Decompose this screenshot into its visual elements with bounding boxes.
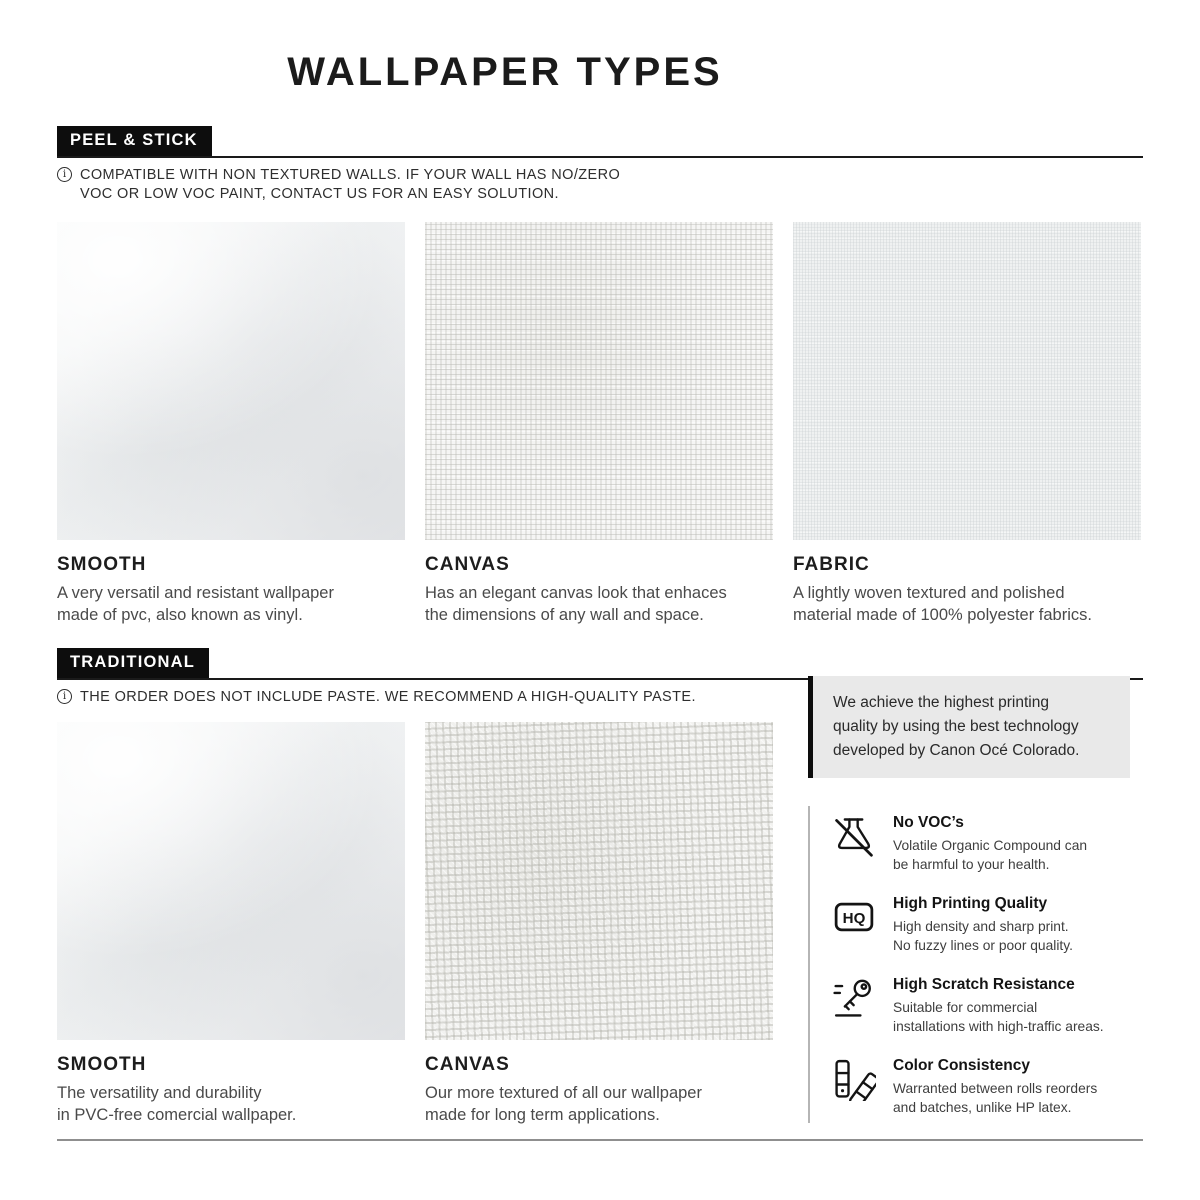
traditional-swatch-grid bbox=[57, 722, 773, 1127]
feature-title: Color Consistency bbox=[893, 1057, 1030, 1075]
feature-text bbox=[893, 895, 1073, 955]
feature-description bbox=[893, 998, 1104, 1036]
swatch-name: SMOOTH bbox=[57, 1054, 147, 1075]
desc-line: A very versatil and resistant wallpaper bbox=[57, 584, 334, 602]
swatch-description bbox=[57, 1083, 405, 1127]
swatch-description bbox=[425, 1083, 773, 1127]
peel-stick-swatch-grid bbox=[57, 222, 1143, 627]
peel-stick-note-text bbox=[80, 166, 620, 203]
swatch-name: SMOOTH bbox=[57, 554, 147, 575]
canvas-rough-texture-image bbox=[425, 722, 773, 1040]
desc-line: No fuzzy lines or poor quality. bbox=[893, 938, 1073, 954]
feature-color-consistency bbox=[832, 1057, 1130, 1117]
swatch-canvas-traditional bbox=[425, 722, 773, 1127]
bottom-divider bbox=[57, 1139, 1143, 1141]
note-line: COMPATIBLE WITH NON TEXTURED WALLS. IF YOUR WALL HAS NO/ZERO bbox=[80, 167, 621, 183]
desc-line: Volatile Organic Compound can bbox=[893, 838, 1088, 854]
note-line: THE ORDER DOES NOT INCLUDE PASTE. WE RECOMMEND A HIGH-QUALITY PASTE. bbox=[80, 689, 696, 705]
desc-line: the dimensions of any wall and space. bbox=[425, 605, 704, 624]
desc-line: and batches, unlike HP latex. bbox=[893, 1100, 1072, 1116]
info-icon: i bbox=[57, 689, 72, 704]
swatch-name: FABRIC bbox=[793, 554, 870, 575]
feature-no-vocs bbox=[832, 814, 1130, 874]
desc-line: made for long term applications. bbox=[425, 1105, 660, 1124]
swatch-name: CANVAS bbox=[425, 554, 510, 575]
section-label-peel-stick: PEEL & STICK bbox=[57, 126, 212, 156]
feature-description bbox=[893, 1079, 1097, 1117]
swatch-name: CANVAS bbox=[425, 1054, 510, 1075]
desc-line: A lightly woven textured and polished bbox=[793, 584, 1065, 602]
feature-title: High Printing Quality bbox=[893, 895, 1048, 913]
desc-line: in PVC-free comercial wallpaper. bbox=[57, 1105, 297, 1124]
section-rule-peel-stick bbox=[57, 126, 1143, 158]
desc-line: made of pvc, also known as vinyl. bbox=[57, 605, 303, 624]
swatch-smooth-traditional bbox=[57, 722, 405, 1127]
desc-line: Has an elegant canvas look that enhaces bbox=[425, 584, 727, 602]
swatch-canvas-peel bbox=[425, 222, 773, 627]
info-icon: i bbox=[57, 167, 72, 182]
quality-quote-box bbox=[808, 676, 1130, 778]
hq-badge-icon bbox=[832, 895, 876, 939]
feature-list bbox=[808, 806, 1130, 1123]
color-swatches-icon bbox=[832, 1057, 876, 1101]
traditional-note-text bbox=[80, 688, 696, 707]
quote-line: developed by Canon Océ Colorado. bbox=[833, 742, 1080, 760]
feature-high-scratch-resistance bbox=[832, 976, 1130, 1036]
swatch-description bbox=[793, 583, 1141, 627]
printing-quality-panel bbox=[808, 676, 1130, 1123]
smooth-texture-image bbox=[57, 722, 405, 1040]
desc-line: installations with high-traffic areas. bbox=[893, 1019, 1104, 1035]
feature-description bbox=[893, 917, 1073, 955]
feature-description bbox=[893, 836, 1087, 874]
desc-line: Suitable for commercial bbox=[893, 1000, 1038, 1016]
peel-stick-note bbox=[57, 166, 620, 203]
feature-title: No VOC’s bbox=[893, 814, 964, 832]
feature-high-printing-quality bbox=[832, 895, 1130, 955]
desc-line: The versatility and durability bbox=[57, 1084, 262, 1102]
desc-line: Our more textured of all our wallpaper bbox=[425, 1084, 702, 1102]
swatch-description bbox=[425, 583, 773, 627]
feature-title: High Scratch Resistance bbox=[893, 976, 1075, 994]
desc-line: Warranted between rolls reorders bbox=[893, 1081, 1098, 1097]
smooth-texture-image bbox=[57, 222, 405, 540]
desc-line: be harmful to your health. bbox=[893, 857, 1050, 873]
desc-line: High density and sharp print. bbox=[893, 919, 1069, 935]
fabric-texture-image bbox=[793, 222, 1141, 540]
canvas-texture-image bbox=[425, 222, 773, 540]
section-label-traditional: TRADITIONAL bbox=[57, 648, 209, 678]
quote-line: quality by using the best technology bbox=[833, 718, 1079, 736]
feature-text bbox=[893, 976, 1104, 1036]
section-rule-traditional bbox=[57, 648, 1143, 680]
hq-badge-label: HQ bbox=[842, 910, 866, 928]
traditional-note bbox=[57, 688, 696, 707]
page-title: WALLPAPER TYPES bbox=[287, 50, 723, 94]
swatch-description bbox=[57, 583, 405, 627]
feature-text bbox=[893, 814, 1087, 874]
no-voc-flask-icon bbox=[832, 814, 876, 858]
swatch-smooth-peel bbox=[57, 222, 405, 627]
feature-text bbox=[893, 1057, 1097, 1117]
desc-line: material made of 100% polyester fabrics. bbox=[793, 605, 1092, 624]
quote-line: We achieve the highest printing bbox=[833, 694, 1049, 711]
scratch-key-icon bbox=[832, 976, 876, 1020]
swatch-fabric-peel bbox=[793, 222, 1141, 627]
note-line: VOC OR LOW VOC PAINT, CONTACT US FOR AN EASY SOLUTION. bbox=[80, 185, 559, 202]
